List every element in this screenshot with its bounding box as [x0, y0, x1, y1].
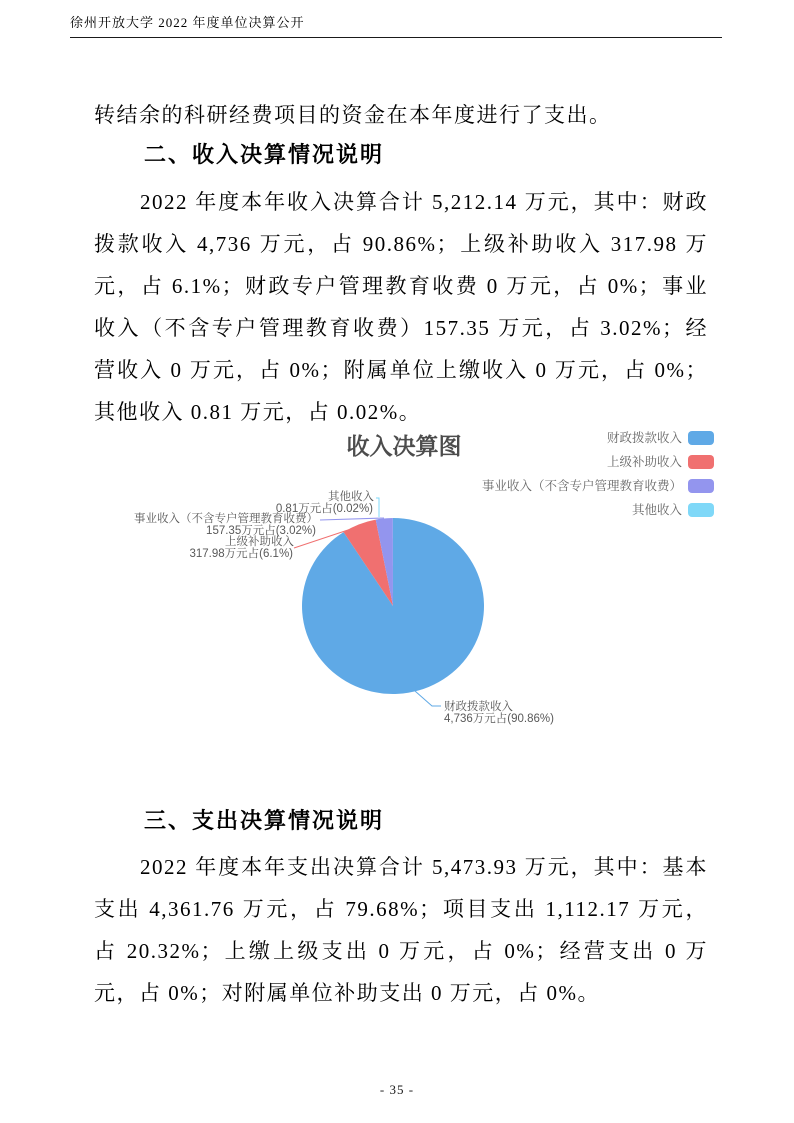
label-superior-name: 上级补助收入: [225, 536, 294, 548]
page-number: - 35 -: [379, 1082, 415, 1097]
leader-line-business: [320, 518, 384, 520]
carryover-paragraph: 转结余的科研经费项目的资金在本年度进行了支出。: [94, 103, 612, 127]
label-finance-name: 财政拨款收入: [444, 701, 513, 713]
legend-swatch-other: [688, 503, 714, 517]
page-footer: [0, 1082, 794, 1098]
leader-line-other: [376, 498, 379, 517]
pie-chart-svg: [130, 420, 794, 755]
legend-swatch-business: [688, 479, 714, 493]
legend-swatch-superior: [688, 455, 714, 469]
income-section-heading: 二、收入决算情况说明: [144, 142, 385, 167]
pie-slices: [302, 518, 484, 694]
expense-section-heading: 三、支出决算情况说明: [144, 808, 385, 833]
label-other-name: 其他收入: [328, 491, 374, 503]
label-business-value: 157.35万元占(3.02%): [206, 525, 316, 537]
label-business-name: 事业收入（不含专户管理教育收费）: [134, 513, 318, 525]
expense-paragraph: 2022 年度本年支出决算合计 5,473.93 万元，其中：基本支出 4,361.76 万元，占 79.68%；项目支出 1,112.17 万元，占 20.32%；上缴上级支出 0 万元，占 0%；经营支出 0 万元，占 0%；对附属单位补助支出 0 万元，占 0%。: [94, 855, 708, 1005]
pie-slice-finance: [302, 518, 484, 694]
legend-swatch-finance: [688, 431, 714, 445]
chart-title: 收入决算图: [346, 433, 462, 459]
income-paragraph: 2022 年度本年收入决算合计 5,212.14 万元，其中：财政拨款收入 4,736 万元，占 90.86%；上级补助收入 317.98 万元，占 6.1%；财政专户管理教育收费 0 万元，占 0%；事业收入（不含专户管理教育收费）157.35 万元，占 3.02%；经营收入 0 万元，占 0%；附属单位上缴收入 0 万元，占 0%；其他收入 0.81 万元，占 0.02%。: [94, 190, 708, 424]
legend-label-other: 其他收入: [631, 503, 682, 517]
income-pie-chart: [130, 420, 794, 755]
header-title: 徐州开放大学 2022 年度单位决算公开: [70, 15, 305, 30]
chart-legend: [482, 430, 714, 517]
label-superior-value: 317.98万元占(6.1%): [189, 548, 293, 560]
label-finance-value: 4,736万元占(90.86%): [444, 713, 554, 725]
legend-label-finance: 财政拨款收入: [606, 431, 682, 445]
leader-line-finance: [415, 691, 441, 706]
page-header: [70, 12, 722, 38]
label-other-value: 0.81万元占(0.02%): [275, 503, 373, 515]
legend-label-business: 事业收入（不含专户管理教育收费）: [481, 479, 682, 493]
legend-label-superior: 上级补助收入: [606, 455, 682, 469]
